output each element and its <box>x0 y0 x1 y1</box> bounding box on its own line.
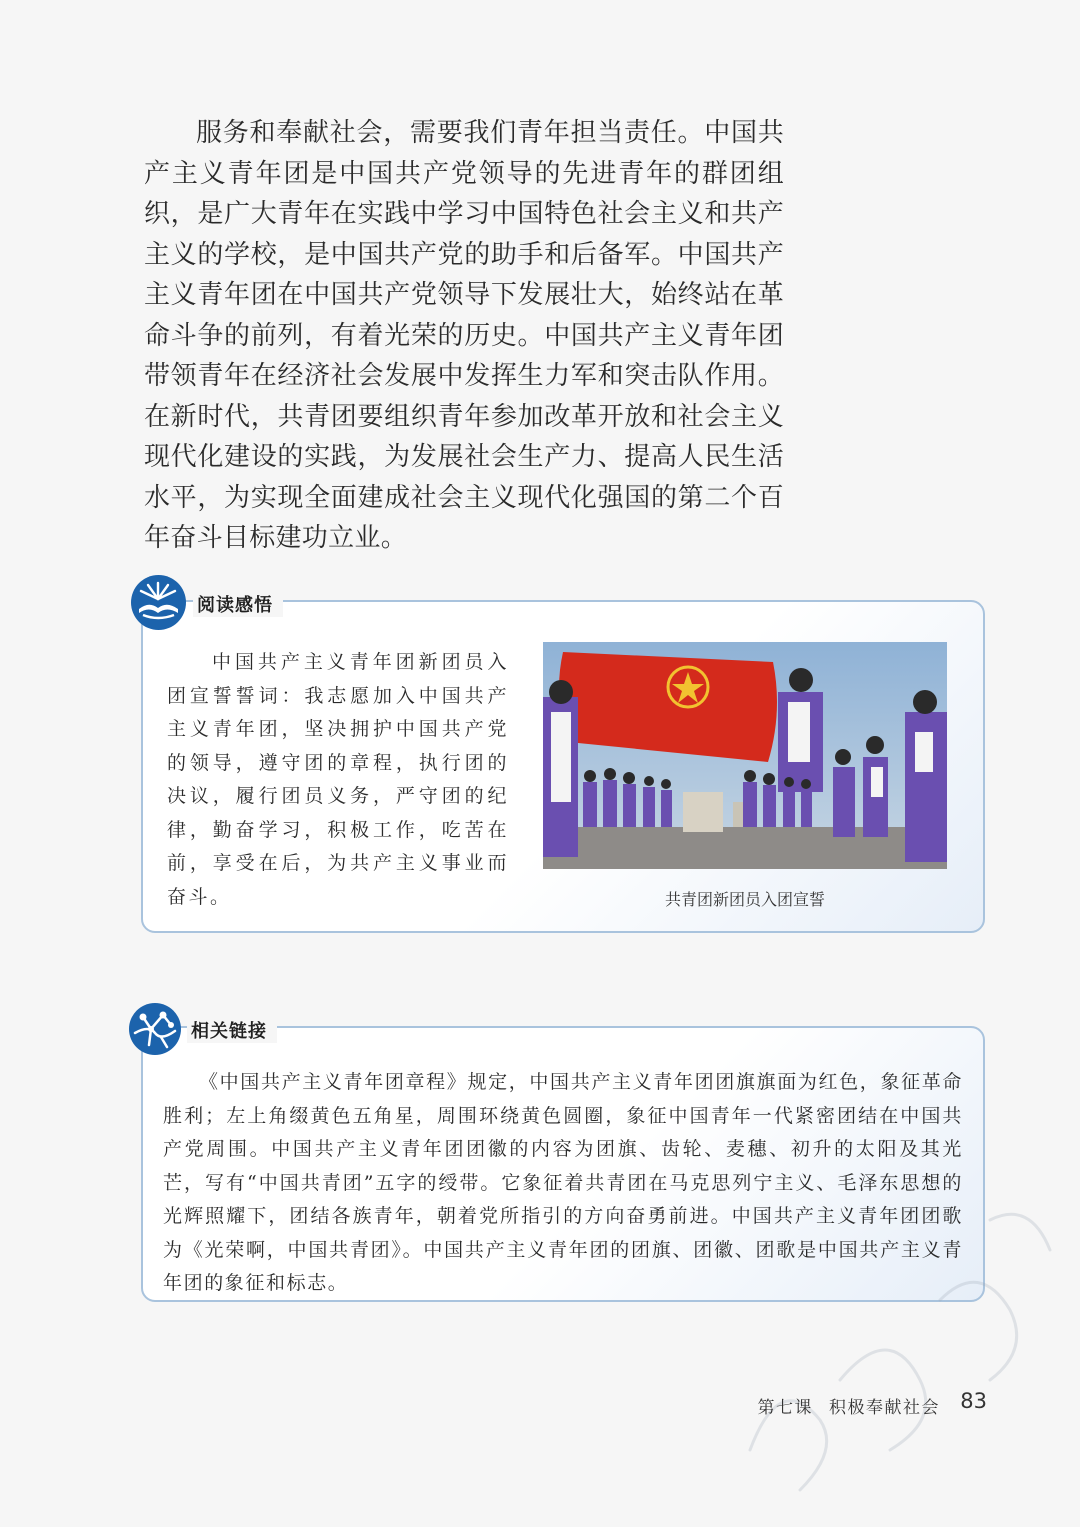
footer-lesson <box>758 1393 941 1418</box>
reading-box-text: 中国共产主义青年团新团员入团宣誓誓词：我志愿加入中国共产主义青年团，坚决拥护中国共产党的领导，遵守团的章程，执行团的决议，履行团员义务，严守团的纪律，勤奋学习，积极工作，吃苦在前，享受在后，为共产主义事业而奋斗。 <box>167 651 509 908</box>
reading-box-title: 阅读感悟 <box>193 591 283 617</box>
photo-caption: 共青团新团员入团宣誓 <box>664 890 825 909</box>
link-box-title: 相关链接 <box>187 1017 277 1043</box>
link-box-text: 《中国共产主义青年团章程》规定，中国共产主义青年团团旗旗面为红色，象征革命胜利；左上角缀黄色五角星，周围环绕黄色圆圈，象征中国青年一代紧密团结在中国共产党周围。中国共产主义青年团团徽的内容为团旗、齿轮、麦穗、初升的太阳及其光芒，写有“中国共青团”五字的绶带。它象征着共青团在马克思列宁主义、毛泽东思想的光辉照耀下，团结各族青年，朝着党所指引的方向奋勇前进。中国共产主义青年团团歌为《光荣啊，中国共青团》。中国共产主义青年团的团旗、团徽、团歌是中国共产主义青年团的象征和标志。 <box>163 1071 963 1294</box>
page-number: 83 <box>960 1389 987 1413</box>
lesson-number: 第七课 <box>757 1398 813 1418</box>
book-icon <box>131 575 186 630</box>
link-network-icon <box>129 1003 181 1055</box>
oath-photo <box>543 642 947 869</box>
lesson-title: 积极奉献社会 <box>829 1398 940 1418</box>
main-paragraph: 服务和奉献社会，需要我们青年担当责任。中国共产主义青年团是中国共产党领导的先进青年的群团组织，是广大青年在实践中学习中国特色社会主义和共产主义的学校，是中国共产党的助手和后备军。中国共产主义青年团在中国共产党领导下发展壮大，始终站在革命斗争的前列，有着光荣的历史。中国共产主义青年团带领青年在经济社会发展中发挥生力军和突击队作用。在新时代，共青团要组织青年参加改革开放和社会主义现代化建设的实践，为发展社会生产力、提高人民生活水平，为实现全面建成社会主义现代化强国的第二个百年奋斗目标建功立业。 <box>144 118 784 553</box>
